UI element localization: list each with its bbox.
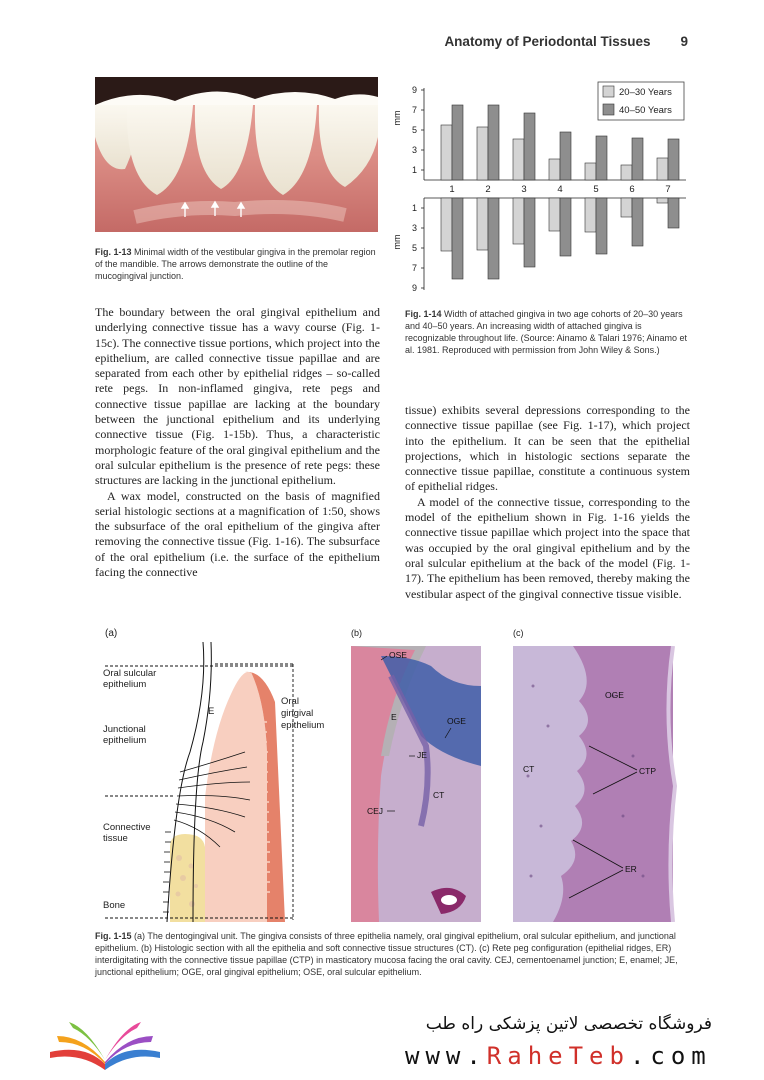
lower-ylabel: mm — [392, 234, 402, 250]
label-ctp: CTP — [639, 766, 656, 776]
lower-bar — [596, 198, 607, 254]
lower-bar — [524, 198, 535, 267]
label-oral-gingival-2: gingival — [281, 708, 314, 719]
upper-bar — [596, 136, 607, 180]
label-cej: CEJ — [367, 806, 384, 816]
lower-y-tick-label: 3 — [411, 223, 417, 233]
lower-bar — [560, 198, 571, 256]
lower-bar — [621, 198, 632, 217]
url-brand: RaheTeb — [486, 1042, 630, 1070]
page-number: 9 — [680, 34, 688, 49]
right-paragraph-2: A model of the connective tissue, corresponding to the model of the epithelium shown in Fig. 1-16 yields the connective tissue papillae which project into the space that was occupied by the oral gingival epithelium and by the oral sulcular epithelium at the back of the model (Fig. 1-17). The epithelium has been removed, thereby making the vestibular aspect of the gingival connective tissue visible. — [405, 494, 690, 601]
category-label: 1 — [449, 184, 455, 195]
lower-bar — [549, 198, 560, 231]
left-paragraph-2: A wax model, constructed on the basis of magnified serial histologic sections at a magnification of 1:50, shows the subsurface of the oral epithelium of the gingiva after removing the connective tissue (Fig. 1-16). The subsurface of the oral epithelium (i.e. the surface of the epithelium facing the connective — [95, 488, 380, 580]
upper-y-tick-label: 5 — [411, 125, 417, 135]
label-oral-gingival-1: Oral — [281, 696, 299, 707]
label-ose: OSE — [389, 650, 407, 660]
upper-bar — [632, 138, 643, 180]
label-oral-gingival-3: epithelium — [281, 720, 325, 731]
fig14-caption — [405, 308, 690, 356]
label-enamel-a: E — [208, 706, 215, 717]
fig13-caption-text: Minimal width of the vestibular gingiva in the premolar region of the mandible. The arrows demonstrate the outline of the mucogingival junction. — [95, 247, 376, 281]
book-logo-icon — [45, 1014, 165, 1072]
legend-swatch-1 — [603, 86, 614, 97]
lower-bar — [452, 198, 463, 279]
label-connective-1: Connective — [103, 822, 151, 833]
upper-bar — [524, 113, 535, 180]
legend-swatch-2 — [603, 104, 614, 115]
fig15 — [95, 622, 690, 922]
right-paragraph-1: tissue) exhibits several depressions corresponding to the connective tissue papillae (see Fig. 1-17), which project into the epithelium. It can be seen that the epithelial projections, which in histologic sections separate the connective tissue papillae, constitute a continuous system of epithelial ridges. — [405, 403, 690, 494]
upper-y-tick-label: 3 — [411, 145, 417, 155]
panel-a-label: (a) — [105, 628, 118, 639]
label-junctional-1: Junctional — [103, 724, 146, 735]
label-oral-sulcular-2: epithelium — [103, 679, 147, 690]
store-name-persian: فروشگاه تخصصی لاتین پزشکی راه طب — [425, 1014, 712, 1034]
upper-bar — [441, 125, 452, 180]
lower-bar — [477, 198, 488, 250]
fig14-caption-text: Width of attached gingiva in two age cohorts of 20–30 years and 40–50 years. An increasing width of attached gingiva is recognizable throughout life. (Source: Ainamo & Talari 1976; Ainamo et al. 1981. Reproduced with permission from John Wiley & Sons.) — [405, 309, 688, 355]
upper-bar — [452, 105, 463, 180]
label-er: ER — [625, 864, 637, 874]
upper-bar — [657, 158, 668, 180]
label-ct-b: CT — [433, 790, 445, 800]
fig15a-diagram — [95, 622, 345, 922]
category-label: 3 — [521, 184, 527, 195]
fig14-chart — [390, 70, 690, 295]
right-column — [405, 403, 690, 602]
left-paragraph-1: The boundary between the oral gingival epithelium and underlying connective tissue has a wavy course (Fig. 1-15c). The connective tissue portions, which project into the epithelium, are called connective tissue papillae and are separated from each other by epithelial ridges – so-called rete pegs. In non-inflamed gingiva, rete pegs and connective tissue papillae are lacking at the boundary between the junctional epithelium and its underlying connective tissue (Fig. 1-15b). Thus, a characteristic morphologic feature of the oral gingival epithelium and the oral sulcular epithelium is the presence of rete pegs: these structures are lacking in the junctional epithelium. — [95, 305, 380, 488]
label-oge-c: OGE — [605, 690, 624, 700]
store-url — [405, 1042, 712, 1070]
fig14-caption-label: Fig. 1-14 — [405, 309, 442, 319]
bone-shape — [170, 834, 205, 922]
lower-bar — [513, 198, 524, 244]
fig14-chart-svg — [390, 70, 690, 295]
fig13-caption — [95, 246, 380, 282]
label-enamel-b: E — [391, 712, 397, 722]
category-label: 7 — [665, 184, 671, 195]
upper-bar — [668, 139, 679, 180]
upper-y-tick-label: 1 — [411, 165, 417, 175]
upper-bar — [585, 163, 596, 180]
fig15-caption — [95, 930, 690, 978]
category-label: 6 — [629, 184, 635, 195]
url-prefix: www. — [405, 1042, 487, 1070]
lower-bar — [585, 198, 596, 232]
label-connective-2: tissue — [103, 833, 128, 844]
running-header — [0, 34, 688, 49]
lower-y-tick-label: 7 — [411, 263, 417, 273]
upper-bar — [549, 159, 560, 180]
upper-bar — [513, 139, 524, 180]
upper-y-tick-label: 9 — [411, 85, 417, 95]
label-bone: Bone — [103, 900, 126, 911]
label-ct-c: CT — [523, 764, 535, 774]
upper-bar — [560, 132, 571, 180]
url-suffix: .com — [629, 1042, 712, 1070]
lower-bar — [632, 198, 643, 246]
category-label: 5 — [593, 184, 599, 195]
header-title: Anatomy of Periodontal Tissues — [444, 34, 651, 49]
lower-bar — [657, 198, 668, 203]
category-label: 2 — [485, 184, 491, 195]
lower-bar — [668, 198, 679, 228]
label-oge-b: OGE — [447, 716, 466, 726]
panel-c-label: (c) — [513, 628, 524, 638]
fig15c-histology — [513, 646, 688, 922]
lower-y-tick-label: 9 — [411, 283, 417, 293]
fig13-photo — [95, 77, 378, 232]
upper-y-tick-label: 7 — [411, 105, 417, 115]
category-label: 4 — [557, 184, 563, 195]
fig15-caption-label: Fig. 1-15 — [95, 931, 132, 941]
lower-bar — [441, 198, 452, 251]
label-junctional-2: epithelium — [103, 735, 147, 746]
upper-ylabel: mm — [392, 110, 402, 126]
left-column — [95, 305, 380, 580]
footer-watermark — [0, 1000, 764, 1080]
lower-y-tick-label: 1 — [411, 203, 417, 213]
label-oral-sulcular-1: Oral sulcular — [103, 668, 157, 679]
upper-bar — [621, 165, 632, 180]
legend-label-2: 40–50 Years — [619, 105, 672, 116]
lower-y-tick-label: 5 — [411, 243, 417, 253]
upper-bar — [488, 105, 499, 180]
panel-b-label: (b) — [351, 628, 362, 638]
lower-bar — [488, 198, 499, 279]
legend-label-1: 20–30 Years — [619, 87, 672, 98]
upper-bar — [477, 127, 488, 180]
fig15-caption-text: (a) The dentogingival unit. The gingiva consists of three epithelia namely, oral gingival epithelium, oral sulcular epithelium, and junctional epithelium. (b) Histologic section with all the epithelia and soft connective tissue structures (CT). (c) Rete peg configuration (epithelial ridges, ER) interdigitating with the connective tissue papillae (CTP) in masticatory mucosa facing the oral cavity. CEJ, cementoenamel junction; E, enamel; JE, junctional epithelium; OGE, oral gingival epithelium; OSE, oral sulcular epithelium. — [95, 931, 678, 977]
label-je: JE — [417, 750, 427, 760]
fig15b-histology — [351, 646, 481, 922]
fig13-caption-label: Fig. 1-13 — [95, 247, 132, 257]
